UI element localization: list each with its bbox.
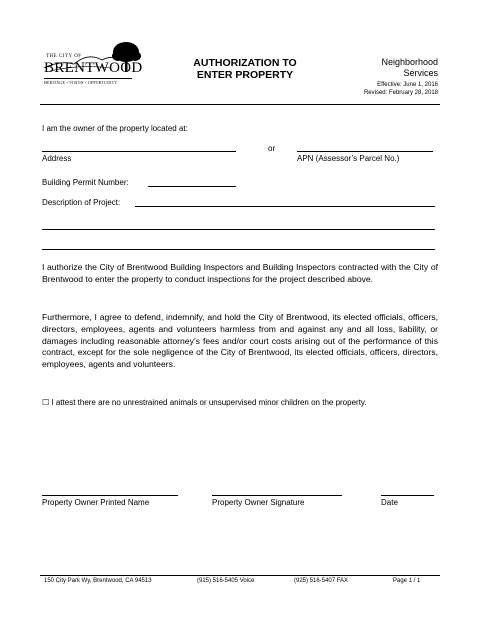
logo-city-of: THE CITY OF (46, 54, 82, 59)
permit-number-field[interactable] (148, 186, 236, 187)
description-label: Description of Project: (42, 198, 121, 207)
header-divider (40, 104, 440, 105)
attest-checkbox[interactable]: ☐ (42, 398, 50, 407)
or-label: or (268, 144, 276, 153)
city-logo (40, 38, 160, 98)
footer-voice: (925) 516-5405 Voice (197, 578, 255, 584)
page-title (170, 57, 320, 81)
date-field[interactable] (381, 495, 434, 496)
printed-name-field[interactable] (42, 495, 178, 496)
logo-name: BRENTWOOD (44, 60, 143, 76)
title-line-2: ENTER PROPERTY (196, 69, 294, 81)
description-field-1[interactable] (135, 206, 435, 207)
effective-date: Effective: June 1, 2016 (377, 82, 438, 88)
apn-field[interactable] (297, 151, 433, 152)
date-label: Date (381, 498, 398, 507)
footer-fax: (925) 516-5407 FAX (294, 578, 349, 584)
revised-date: Revised: February 28, 2018 (363, 90, 438, 96)
permit-label: Building Permit Number: (42, 178, 129, 187)
indemnification-paragraph: Furthermore, I agree to defend, indemnify, and hold the City of Brentwood, its elected officials, officers, directors, employees, agents and volunteers harmless from and against any and all loss, liability, or damages including reasonable attorney’s fees and/or court costs arising out of the performance of this contract, except for the sole negligence of the City of Brentwood, its elected officials, officers, directors, employees, agents and volunteers. (42, 312, 438, 370)
description-field-2[interactable] (42, 229, 435, 230)
title-line-1: AUTHORIZATION TO (193, 57, 297, 69)
department-line-1: Neighborhood (381, 57, 438, 67)
address-label: Address (42, 154, 72, 163)
department-line-2: Services (403, 68, 438, 78)
attest-text: I attest there are no unrestrained animals or unsupervised minor children on the property. (51, 398, 367, 407)
authorization-paragraph: I authorize the City of Brentwood Building Inspectors and Building Inspectors contracted with the City of Brentwood to enter the property to conduct inspections for the project described above. (42, 262, 438, 284)
description-field-3[interactable] (42, 249, 435, 250)
owner-intro: I am the owner of the property located at: (42, 124, 188, 133)
footer-address: 150 City Park Wy, Brentwood, CA 94513 (44, 578, 152, 584)
attest-row (42, 398, 367, 408)
footer-page-number: Page 1 / 1 (393, 578, 421, 584)
printed-name-label: Property Owner Printed Name (42, 498, 150, 507)
apn-label: APN (Assessor’s Parcel No.) (297, 154, 400, 163)
signature-label: Property Owner Signature (212, 498, 305, 507)
address-field[interactable] (42, 151, 236, 152)
department-block (364, 57, 438, 97)
footer-divider (40, 575, 440, 576)
logo-tagline: HERITAGE • VISION • OPPORTUNITY (44, 81, 118, 85)
signature-field[interactable] (212, 495, 342, 496)
